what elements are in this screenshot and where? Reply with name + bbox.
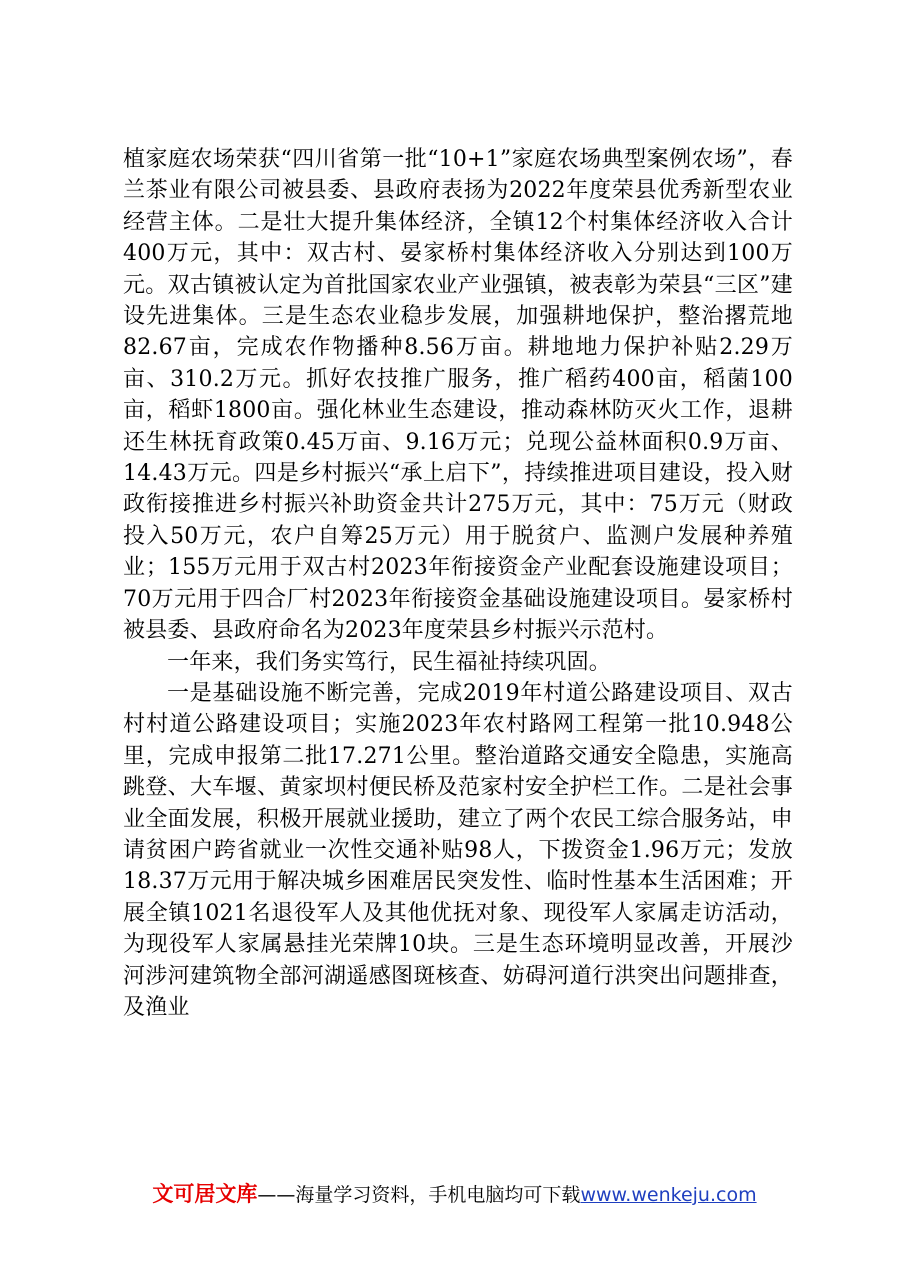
- paragraph-1: 植家庭农场荣获“四川省第一批“10+1”家庭农场典型案例农场”，春兰茶业有限公司被县委、县政府表扬为2022年度荣县优秀新型农业经营主体。二是壮大提升集体经济，全镇12个村集体经济收入合计400万元，其中：双古村、晏家桥村集体经济收入分别达到100万元。双古镇被认定为首批国家农业产业强镇，被表彰为荣县“三区”建设先进集体。三是生态农业稳步发展，加强耕地保护，整治撂荒地82.67亩，完成农作物播种8.56万亩。耕地地力保护补贴2.29万亩、310.2万元。抓好农技推广服务，推广稻药400亩，稻菌100亩，稻虾1800亩。强化林业生态建设，推动森林防灭火工作，退耕还生林抚育政策0.45万亩、9.16万元；兑现公益林面积0.9万亩、14.43万元。四是乡村振兴“承上启下”，持续推进项目建设，投入财政衔接推进乡村振兴补助资金共计275万元，其中：75万元（财政投入50万元，农户自筹25万元）用于脱贫户、监测户发展种养殖业；155万元用于双古村2023年衔接资金产业配套设施建设项目；70万元用于四合厂村2023年衔接资金基础设施建设项目。晏家桥村被县委、县政府命名为2023年度荣县乡村振兴示范村。: [123, 147, 793, 644]
- paragraph-3: 一是基础设施不断完善，完成2019年村道公路建设项目、双古村村道公路建设项目；实施2023年农村路网工程第一批10.948公里，完成申报第二批17.271公里。整治道路交通安全隐患，实施高跳登、大车堰、黄家坝村便民桥及范家村安全护栏工作。二是社会事业全面发展，积极开展就业援助，建立了两个农民工综合服务站，申请贫困户跨省就业一次性交通补贴98人，下拨资金1.96万元；发放18.37万元用于解决城乡困难居民突发性、临时性基本生活困难；开展全镇1021名退役军人及其他优抚对象、现役军人家属走访活动，为现役军人家属悬挂光荣牌10块。三是生态环境明显改善，开展沙河涉河建筑物全部河湖遥感图斑核查、妨碍河道行洪突出问题排查，及渔业: [123, 680, 793, 1020]
- footer-site-link[interactable]: www.wenkeju.com: [580, 1184, 757, 1206]
- document-body: [123, 144, 793, 1023]
- footer-banner: [0, 1180, 909, 1209]
- footer-brand: 文可居文库: [152, 1182, 258, 1206]
- footer-tagline: ——海量学习资料，手机电脑均可下载: [257, 1184, 581, 1206]
- paragraph-2: 一年来，我们务实笃行，民生福祉持续巩固。: [167, 649, 612, 675]
